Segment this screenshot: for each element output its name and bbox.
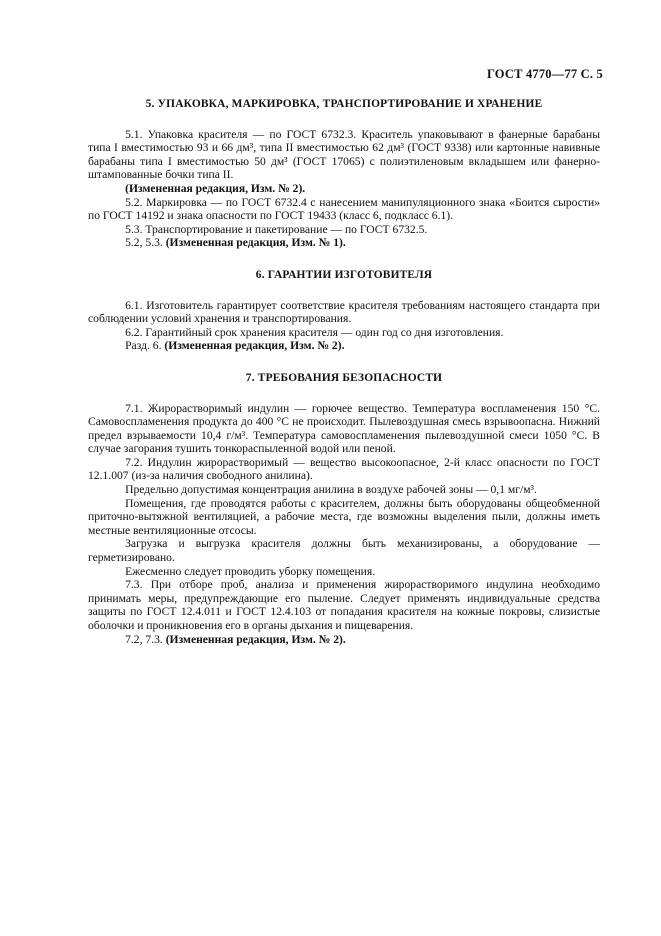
paragraph-7-2-cleaning: Ежесменно следует проводить уборку помещения.: [125, 564, 376, 578]
amendment-ref-5-2-5-3: 5.2, 5.3.: [125, 236, 166, 250]
paragraph-7-2-limit: Предельно допустимая концентрация анилина в воздухе рабочей зоны — 0,1 мг/м³.: [125, 483, 537, 497]
page-header: ГОСТ 4770—77 С. 5: [486, 67, 603, 81]
section-5-title: 5. УПАКОВКА, МАРКИРОВКА, ТРАНСПОРТИРОВАНИЕ И ХРАНЕНИЕ: [145, 98, 543, 110]
section-6: [88, 269, 600, 353]
amendment-ref-7-2-7-3: 7.2, 7.3.: [125, 632, 166, 646]
section-5: [88, 98, 600, 250]
paragraph-5-3: 5.3. Транспортирование и пакетирование — по ГОСТ 6732.5.: [125, 222, 428, 236]
paragraph-7-2-loading: Загрузка и выгрузка красителя должны быть механизированы, а оборудование — герметизировано.: [88, 537, 600, 565]
document-body: [88, 98, 600, 646]
section-7: [88, 372, 600, 646]
paragraph-5-1: 5.1. Упаковка красителя — по ГОСТ 6732.3. Краситель упаковывают в фанерные барабаны типа I вместимостью 93 и 66 дм³, типа II вместимостью 62 дм³ (ГОСТ 9338) или картонные навивные барабаны типа I вместимостью 50 дм³ (ГОСТ 17065) с полиэтиленовым вкладышем или фанерно-штампованные бочки типа II.: [88, 127, 600, 182]
section-7-title: 7. ТРЕБОВАНИЯ БЕЗОПАСНОСТИ: [245, 371, 443, 384]
paragraph-6-1: 6.1. Изготовитель гарантирует соответствие красителя требованиям настоящего стандарта при соблюдении условий хранения и транспортирования.: [88, 298, 600, 326]
amendment-note-5-1: (Измененная редакция, Изм. № 2).: [125, 181, 306, 195]
amendment-note-5-2-5-3: (Измененная редакция, Изм. № 1).: [165, 236, 346, 250]
amendment-note-section-6: (Измененная редакция, Изм. № 2).: [164, 339, 345, 353]
paragraph-7-2-ventilation: Помещения, где проводятся работы с красителем, должны быть оборудованы общеобменной приточно-вытяжной вентиляцией, а рабочие места, где возможны выделения пыли, должны иметь местные вентиляционные отсосы.: [88, 496, 600, 537]
amendment-ref-section-6: Разд. 6.: [125, 339, 165, 353]
amendment-line-7-2-7-3: [88, 633, 600, 647]
paragraph-6-2: 6.2. Гарантийный срок хранения красителя — один год со дня изготовления.: [125, 325, 504, 339]
section-6-title: 6. ГАРАНТИИ ИЗГОТОВИТЕЛЯ: [255, 268, 433, 281]
amendment-note-7-2-7-3: (Измененная редакция, Изм. № 2).: [165, 632, 346, 646]
amendment-line-5-2-5-3: [88, 236, 600, 250]
amendment-line-section-6: [88, 339, 600, 353]
paragraph-7-2: 7.2. Индулин жирорастворимый — вещество высокоопасное, 2-й класс опасности по ГОСТ 12.1.007 (из-за наличия свободного анилина).: [88, 455, 600, 483]
paragraph-5-2: 5.2. Маркировка — по ГОСТ 6732.4 с нанесением манипуляционного знака «Боится сырости» по ГОСТ 14192 и знака опасности по ГОСТ 19433 (класс 6, подкласс 6.1).: [88, 195, 600, 223]
paragraph-7-3: 7.3. При отборе проб, анализа и применения жирорастворимого индулина необходимо принимать меры, предупреждающие его пыление. Следует применять индивидуальные средства защиты по ГОСТ 12.4.011 и ГОСТ 12.4.103 от попадания красителя на кожные покровы, слизистые оболочки и проникновения его в органы дыхания и пищеварения.: [88, 578, 600, 632]
paragraph-7-1: 7.1. Жирорастворимый индулин — горючее вещество. Температура воспламенения 150 °С. Самовоспламенения продукта до 400 °С не происходит. Пылевоздушная смесь взрывоопасна. Нижний предел взрываемости 10,4 г/м³. Температура самовоспламенения пылевоздушной смеси 1050 °С. В случае загорания тушить тонкораспыленной водой или пеной.: [88, 401, 600, 456]
